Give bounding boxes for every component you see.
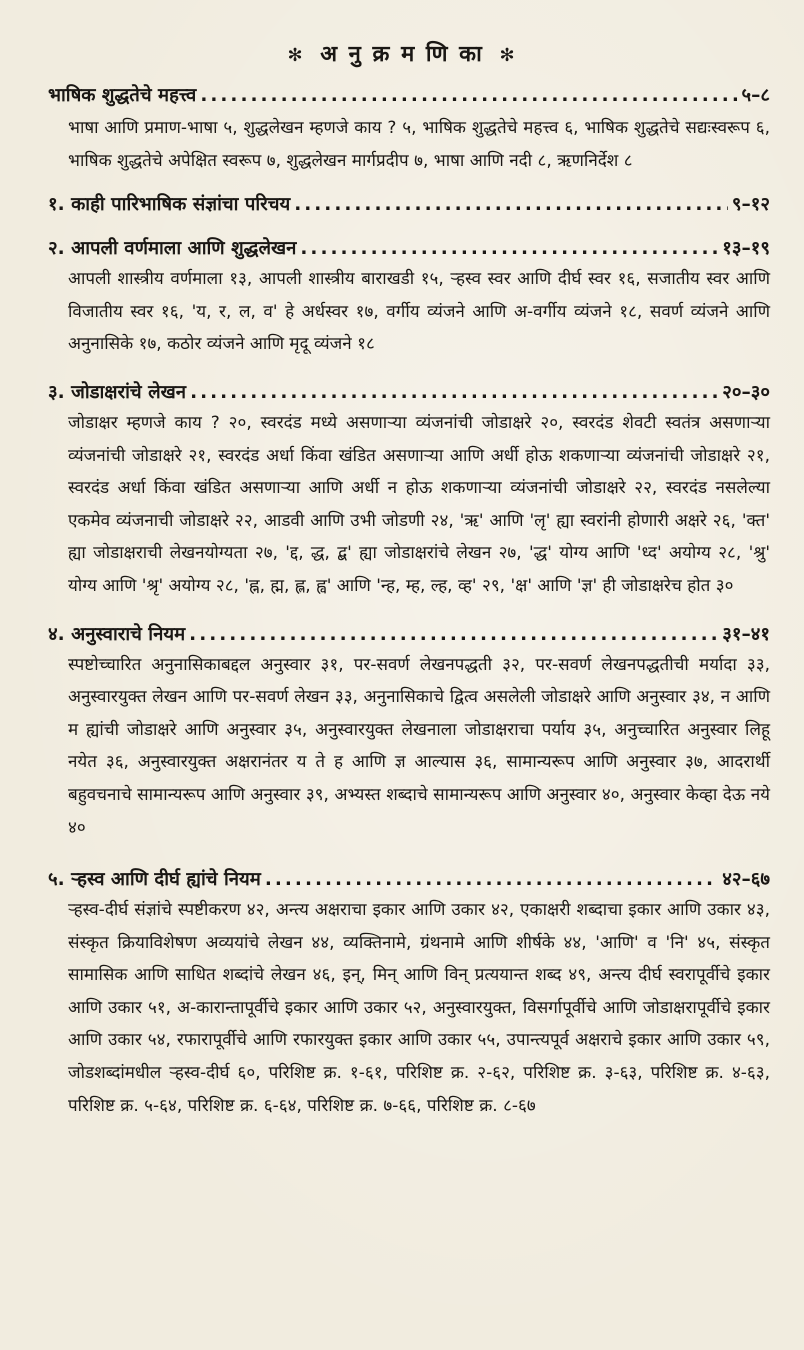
toc-heading[interactable] (48, 621, 770, 649)
dot-leader (190, 379, 718, 407)
toc-heading[interactable] (48, 235, 770, 263)
star-ornament-right: ✻ (499, 45, 517, 66)
dot-leader (294, 191, 728, 219)
star-ornament-left: ✻ (287, 45, 305, 66)
toc-section (48, 235, 770, 361)
dot-leader (300, 235, 718, 263)
toc-heading-title: भाषिक शुद्धतेचे महत्त्व (48, 85, 197, 106)
toc-page-range: १३–१९ (722, 238, 770, 260)
toc-section (48, 82, 770, 177)
toc-page-range: ३१–४१ (722, 623, 770, 645)
toc-heading-title: १. काही पारिभाषिक संज्ञांचा परिचय (48, 194, 291, 216)
toc-page-range: ४२–६७ (722, 869, 770, 891)
toc-subtopics: स्पष्टोच्चारित अनुनासिकाबद्दल अनुस्वार ३१, पर-सवर्ण लेखनपद्धती ३२, पर-सवर्ण लेखनपद्धतीची मर्यादा ३३, अनुस्वारयुक्त लेखन आणि पर-सवर्ण लेखन ३३, अनुनासिकाचे द्वित्व असलेली जोडाक्षरे आणि अनुस्वार ३४, न आणि म ह्यांची जोडाक्षरे आणि अनुस्वार ३५, अनुस्वारयुक्त लेखनाला जोडाक्षराचा पर्याय ३५, अनुच्चारित अनुस्वार लिहू नयेत ३६, अनुस्वारयुक्त अक्षरानंतर य ते ह आणि ज्ञ आल्यास ३६, सामान्यरूप आणि अनुस्वार ३७, आदरार्थी बहुवचनाचे सामान्यरूप आणि अनुस्वार ३९, अभ्यस्त शब्दाचे सामान्यरूप आणि अनुस्वार ४०, अनुस्वार केव्हा देऊ नये ४० (68, 654, 770, 838)
toc-heading[interactable] (48, 866, 770, 894)
dot-leader (200, 82, 737, 110)
toc-heading-title: ४. अनुस्वाराचे नियम (48, 623, 186, 645)
toc-heading-title: ३. जोडाक्षरांचे लेखन (48, 381, 187, 403)
toc-heading[interactable] (48, 191, 770, 219)
toc-subtopics: जोडाक्षर म्हणजे काय ? २०, स्वरदंड मध्ये असणाऱ्या व्यंजनांची जोडाक्षरे २०, स्वरदंड शेवटी स्वतंत्र असणाऱ्या व्यंजनांची जोडाक्षरे २१, स्वरदंड अर्धा किंवा खंडित असणाऱ्या आणि अर्धी होऊ शकणाऱ्या व्यंजनांची जोडाक्षरे २१, स्वरदंड अर्धा किंवा खंडित असणाऱ्या आणि अर्धी न होऊ शकणाऱ्या व्यंजनांची जोडाक्षरे २२, स्वरदंड नसलेल्या एकमेव व्यंजनाची जोडाक्षरे २२, आडवी आणि उभी जोडणी २४, 'ऋ' आणि 'लृ' ह्या स्वरांनी होणारी अक्षरे २६, 'क्त' ह्या जोडाक्षराची लेखनयोग्यता २७, 'द्द, द्ध, द्ब' ह्या जोडाक्षरांचे लेखन २७, 'द्ध' योग्य आणि 'ध्द' अयोग्य २८, 'श्रु' योग्य आणि 'श्रृ' अयोग्य २८, 'ह्न, ह्म, ह्ल, ह्व' आणि 'न्ह, म्ह, ल्ह, व्ह' २९, 'क्ष' आणि 'ज्ञ' ही जोडाक्षरेच होत ३० (68, 412, 770, 596)
dot-leader (265, 866, 718, 894)
toc-section (48, 866, 770, 1122)
toc-page-range: ५–८ (741, 85, 770, 106)
toc-section (48, 191, 770, 219)
toc-heading[interactable] (48, 82, 770, 110)
toc-heading[interactable] (48, 379, 770, 407)
toc-subtopics: आपली शास्त्रीय वर्णमाला १३, आपली शास्त्रीय बाराखडी १५, ऱ्हस्व स्वर आणि दीर्घ स्वर १६, सजातीय स्वर आणि विजातीय स्वर १६, 'य, र, ल, व' हे अर्धस्वर १७, वर्गीय व्यंजने आणि अ-वर्गीय व्यंजने १८, सवर्ण व्यंजने आणि अनुनासिके १७, कठोर व्यंजने आणि मृदू व्यंजने १८ (68, 269, 770, 355)
table-of-contents (48, 82, 770, 1136)
dot-leader (189, 621, 718, 649)
toc-subtopics: भाषा आणि प्रमाण-भाषा ५, शुद्धलेखन म्हणजे काय ? ५, भाषिक शुद्धतेचे महत्त्व ६, भाषिक शुद्धतेचे सद्यःस्वरूप ६, भाषिक शुद्धतेचे अपेक्षित स्वरूप ७, शुद्धलेखन मार्गप्रदीप ७, भाषा आणि नदी ८, ऋणनिर्देश ८ (68, 118, 770, 171)
toc-heading-title: २. आपली वर्णमाला आणि शुद्धलेखन (48, 238, 297, 260)
toc-section (48, 379, 770, 603)
toc-page-range: ९–१२ (731, 194, 770, 216)
page-title (0, 38, 804, 68)
page-title-text: अ नु क्र म णि का (320, 42, 484, 67)
toc-section (48, 621, 770, 845)
toc-subtopics: ऱ्हस्व-दीर्घ संज्ञांचे स्पष्टीकरण ४२, अन्त्य अक्षराचा इकार आणि उकार ४२, एकाक्षरी शब्दाचा इकार आणि उकार ४३, संस्कृत क्रियाविशेषण अव्ययांचे लेखन ४४, व्यक्तिनामे, ग्रंथनामे आणि शीर्षके ४४, 'आणि' व 'नि' ४५, संस्कृत सामासिक आणि साधित शब्दांचे लेखन ४६, इन्, मिन् आणि विन् प्रत्ययान्त शब्द ४९, अन्त्य दीर्घ स्वरापूर्वीचे इकार आणि उकार ५१, अ-कारान्तापूर्वीचे इकार आणि उकार ५२, अनुस्वारयुक्त, विसर्गापूर्वीचे आणि जोडाक्षरापूर्वीचे इकार आणि उकार ५४, रफारापूर्वीचे आणि रफारयुक्त इकार आणि उकार ५५, उपान्त्यपूर्व अक्षराचे इकार आणि उकार ५९, जोडशब्दांमधील ऱ्हस्व-दीर्घ ६०, परिशिष्ट क्र. १-६१, परिशिष्ट क्र. २-६२, परिशिष्ट क्र. ३-६३, परिशिष्ट क्र. ४-६३, परिशिष्ट क्र. ५-६४, परिशिष्ट क्र. ६-६४, परिशिष्ट क्र. ७-६६, परिशिष्ट क्र. ८-६७ (68, 900, 770, 1116)
toc-page-range: २०–३० (722, 381, 770, 403)
toc-heading-title: ५. ऱ्हस्व आणि दीर्घ ह्यांचे नियम (48, 869, 261, 891)
